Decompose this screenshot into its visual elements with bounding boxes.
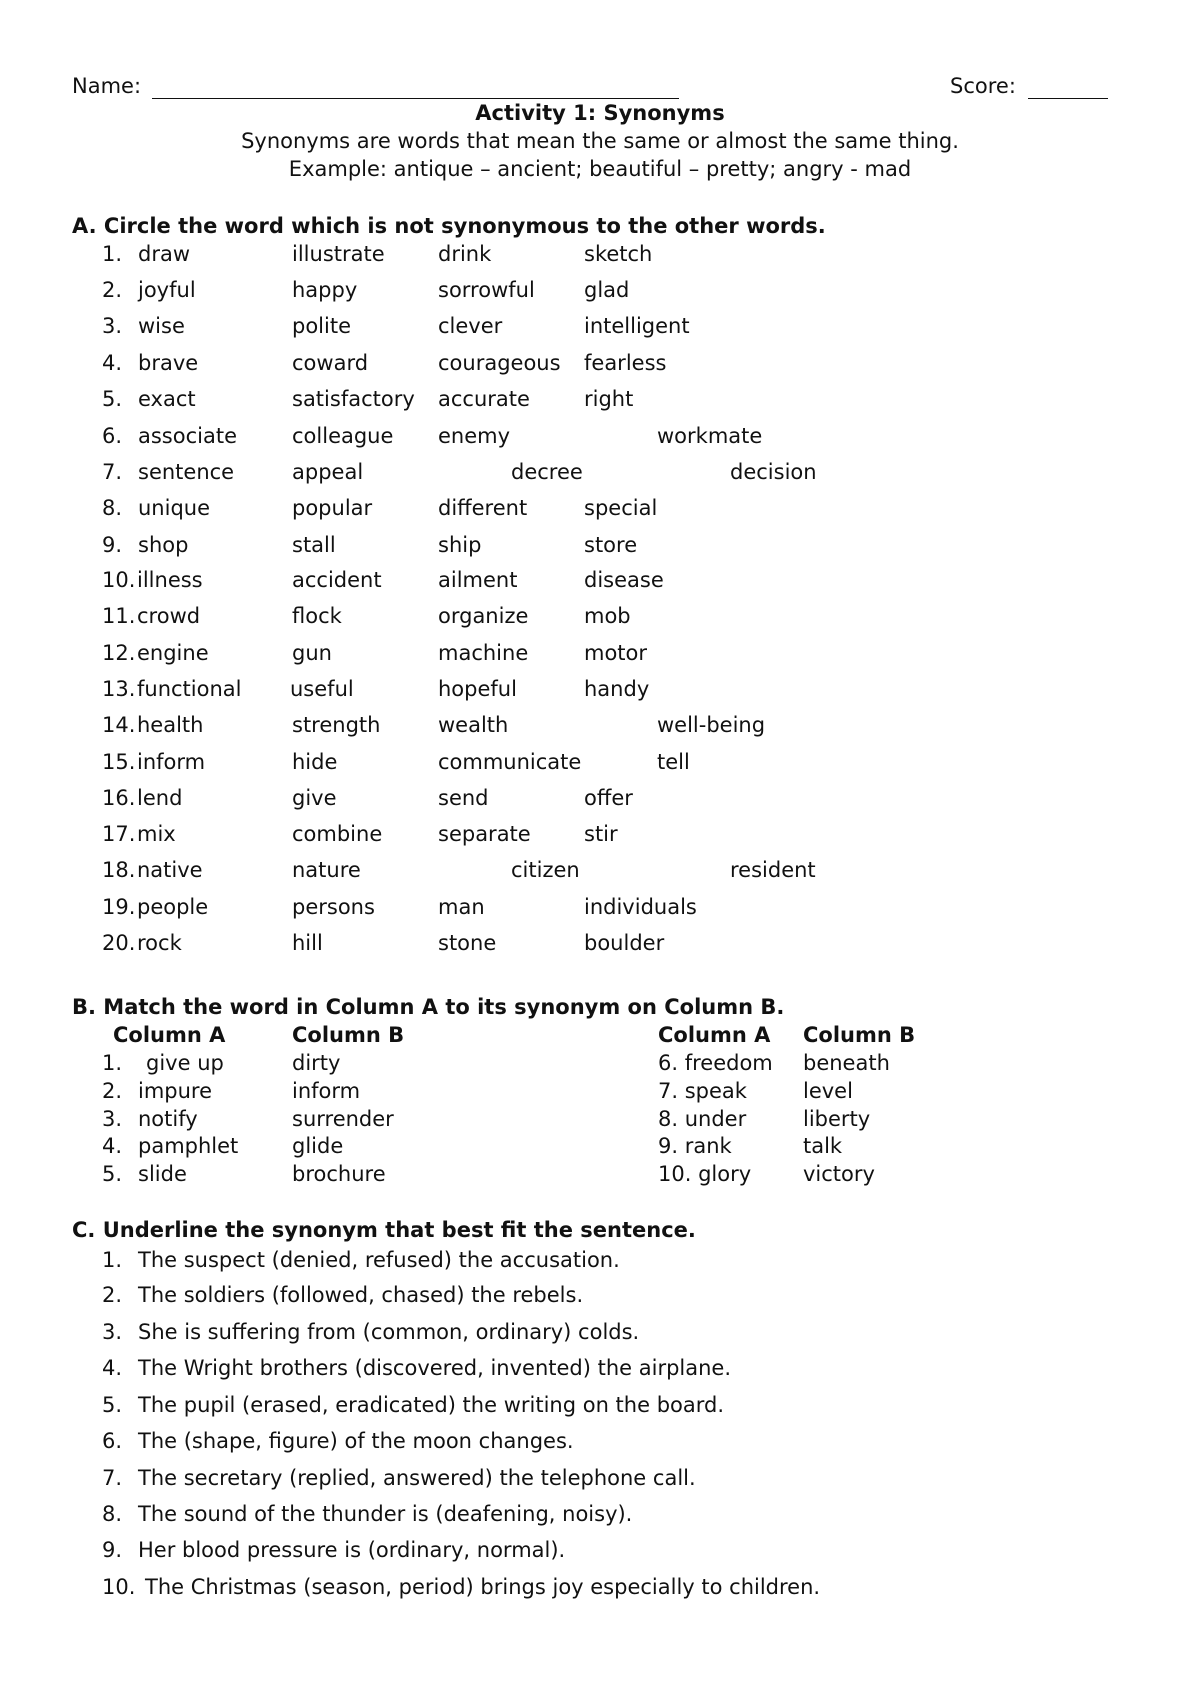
column-a-word: 7. speak (658, 1079, 747, 1103)
list-item-number: 8. (102, 496, 123, 520)
word-choice[interactable]: give (292, 786, 337, 810)
word-choice[interactable]: motor (584, 641, 648, 665)
list-item-number: 1. (102, 242, 123, 266)
list-item-number: 1. (102, 1051, 123, 1075)
word-choice[interactable]: happy (292, 278, 358, 302)
list-item-number: 7. (102, 460, 123, 484)
word-choice[interactable]: health (137, 713, 204, 737)
column-b-word: dirty (292, 1051, 341, 1075)
word-choice[interactable]: tell (657, 750, 690, 774)
word-choice[interactable]: different (438, 496, 528, 520)
word-choice[interactable]: fearless (584, 351, 667, 375)
sentence-item[interactable]: The suspect (denied, refused) the accusation. (138, 1248, 620, 1272)
list-item-number: 3. (102, 314, 123, 338)
word-choice[interactable]: gun (292, 641, 332, 665)
column-a-word: give up (146, 1051, 224, 1075)
word-choice[interactable]: resident (730, 858, 816, 882)
column-b-word: inform (292, 1079, 361, 1103)
column-a-word: pamphlet (138, 1134, 239, 1158)
word-choice[interactable]: handy (584, 677, 650, 701)
list-item-number: 19. (102, 895, 136, 919)
word-choice[interactable]: separate (438, 822, 531, 846)
sentence-item[interactable]: The secretary (replied, answered) the telephone call. (138, 1466, 696, 1490)
word-choice[interactable]: shop (138, 533, 189, 557)
word-choice[interactable]: send (438, 786, 489, 810)
word-choice[interactable]: individuals (584, 895, 697, 919)
list-item-number: 13. (102, 677, 136, 701)
column-a-word: 10. glory (658, 1162, 752, 1186)
word-choice[interactable]: unique (138, 496, 211, 520)
word-choice[interactable]: wise (138, 314, 185, 338)
synonym-example: Example: antique – ancient; beautiful – pretty; angry - mad (288, 157, 912, 181)
score-label: Score: (950, 74, 1016, 98)
column-a-header-left: Column A (113, 1023, 226, 1047)
word-choice[interactable]: sorrowful (438, 278, 535, 302)
list-item-number: 8. (102, 1502, 123, 1526)
word-choice[interactable]: hill (292, 931, 323, 955)
word-choice[interactable]: man (438, 895, 485, 919)
word-choice[interactable]: ailment (438, 568, 518, 592)
column-a-header-right: Column A (658, 1023, 771, 1047)
column-a-word: impure (138, 1079, 213, 1103)
name-blank[interactable] (152, 98, 679, 99)
score-blank[interactable] (1028, 98, 1108, 99)
column-b-word: brochure (292, 1162, 386, 1186)
list-item-number: 5. (102, 1393, 123, 1417)
list-item-number: 16. (102, 786, 136, 810)
list-item-number: 17. (102, 822, 136, 846)
sentence-item[interactable]: Her blood pressure is (ordinary, normal). (138, 1538, 566, 1562)
list-item-number: 5. (102, 387, 123, 411)
word-choice[interactable]: people (137, 895, 209, 919)
column-b-header-left: Column B (292, 1023, 405, 1047)
list-item-number: 2. (102, 1079, 123, 1103)
word-choice[interactable]: well-being (657, 713, 766, 737)
word-choice[interactable]: exact (138, 387, 196, 411)
column-a-word: notify (138, 1107, 198, 1131)
sentence-item[interactable]: The soldiers (followed, chased) the rebels. (138, 1283, 584, 1307)
word-choice[interactable]: brave (138, 351, 199, 375)
sentence-item[interactable]: The (shape, figure) of the moon changes. (138, 1429, 574, 1453)
word-choice[interactable]: workmate (657, 424, 763, 448)
word-choice[interactable]: stall (292, 533, 336, 557)
list-item-number: 15. (102, 750, 136, 774)
list-item-number: 4. (102, 1134, 123, 1158)
sentence-item[interactable]: She is suffering from (common, ordinary) colds. (138, 1320, 640, 1344)
word-choice[interactable]: native (137, 858, 203, 882)
name-label: Name: (72, 74, 142, 98)
word-choice[interactable]: ship (438, 533, 482, 557)
column-a-word: 8. under (658, 1107, 747, 1131)
list-item-number: 6. (102, 1429, 123, 1453)
word-choice[interactable]: stir (584, 822, 618, 846)
list-item-number: 5. (102, 1162, 123, 1186)
word-choice[interactable]: mob (584, 604, 631, 628)
sentence-item[interactable]: The sound of the thunder is (deafening, noisy). (138, 1502, 633, 1526)
word-choice[interactable]: crowd (137, 604, 201, 628)
word-choice[interactable]: accurate (438, 387, 530, 411)
list-item-number: 3. (102, 1107, 123, 1131)
synonym-definition: Synonyms are words that mean the same or almost the same thing. (241, 129, 959, 153)
word-choice[interactable]: glad (584, 278, 630, 302)
list-item-number: 6. (102, 424, 123, 448)
word-choice[interactable]: right (584, 387, 634, 411)
word-choice[interactable]: communicate (438, 750, 582, 774)
word-choice[interactable]: intelligent (584, 314, 690, 338)
list-item-number: 20. (102, 931, 136, 955)
word-choice[interactable]: nature (292, 858, 361, 882)
word-choice[interactable]: functional (137, 677, 242, 701)
word-choice[interactable]: organize (438, 604, 529, 628)
list-item-number: 14. (102, 713, 136, 737)
column-a-word: 9. rank (658, 1134, 732, 1158)
column-b-word: glide (292, 1134, 344, 1158)
list-item-number: 4. (102, 351, 123, 375)
column-a-word: slide (138, 1162, 187, 1186)
word-choice[interactable]: persons (292, 895, 375, 919)
word-choice[interactable]: decision (730, 460, 817, 484)
column-b-header-right: Column B (803, 1023, 916, 1047)
column-b-word: victory (803, 1162, 875, 1186)
word-choice[interactable]: offer (584, 786, 633, 810)
column-b-word: beneath (803, 1051, 890, 1075)
word-choice[interactable]: joyful (138, 278, 196, 302)
word-choice[interactable]: colleague (292, 424, 394, 448)
list-item-number: 2. (102, 278, 123, 302)
list-item-number: 11. (102, 604, 136, 628)
word-choice[interactable]: clever (438, 314, 503, 338)
word-choice[interactable]: wealth (438, 713, 509, 737)
list-item-number: 4. (102, 1356, 123, 1380)
word-choice[interactable]: decree (511, 460, 583, 484)
section-b-heading: B. Match the word in Column A to its synonym on Column B. (72, 995, 785, 1019)
column-b-word: liberty (803, 1107, 871, 1131)
word-choice[interactable]: machine (438, 641, 529, 665)
word-choice[interactable]: drink (438, 242, 492, 266)
word-choice[interactable]: courageous (438, 351, 561, 375)
word-choice[interactable]: lend (137, 786, 183, 810)
section-a-heading: A. Circle the word which is not synonymous to the other words. (72, 214, 826, 238)
column-b-word: level (803, 1079, 853, 1103)
word-choice[interactable]: store (584, 533, 638, 557)
list-item-number: 18. (102, 858, 136, 882)
list-item-number: 12. (102, 641, 136, 665)
word-choice[interactable]: draw (138, 242, 191, 266)
word-choice[interactable]: strength (292, 713, 381, 737)
word-choice[interactable]: appeal (292, 460, 364, 484)
sentence-item[interactable]: The Christmas (season, period) brings joy especially to children. (145, 1575, 821, 1599)
word-choice[interactable]: sentence (138, 460, 235, 484)
word-choice[interactable]: enemy (438, 424, 511, 448)
page-title: Activity 1: Synonyms (475, 101, 725, 125)
sentence-item[interactable]: The pupil (erased, eradicated) the writing on the board. (138, 1393, 725, 1417)
word-choice[interactable]: illness (137, 568, 203, 592)
word-choice[interactable]: stone (438, 931, 497, 955)
word-choice[interactable]: engine (137, 641, 209, 665)
word-choice[interactable]: accident (292, 568, 382, 592)
word-choice[interactable]: hopeful (438, 677, 517, 701)
word-choice[interactable]: rock (137, 931, 182, 955)
word-choice[interactable]: disease (584, 568, 664, 592)
column-a-word: 6. freedom (658, 1051, 773, 1075)
word-choice[interactable]: associate (138, 424, 238, 448)
word-choice[interactable]: polite (292, 314, 352, 338)
word-choice[interactable]: sketch (584, 242, 653, 266)
section-c-heading: C. Underline the synonym that best fit the sentence. (72, 1218, 696, 1242)
word-choice[interactable]: flock (292, 604, 342, 628)
list-item-number: 10. (102, 568, 136, 592)
list-item-number: 7. (102, 1466, 123, 1490)
word-choice[interactable]: inform (137, 750, 206, 774)
sentence-item[interactable]: The Wright brothers (discovered, invented) the airplane. (138, 1356, 732, 1380)
list-item-number: 3. (102, 1320, 123, 1344)
word-choice[interactable]: mix (137, 822, 176, 846)
word-choice[interactable]: hide (292, 750, 338, 774)
column-b-word: talk (803, 1134, 843, 1158)
word-choice[interactable]: useful (290, 677, 354, 701)
column-b-word: surrender (292, 1107, 394, 1131)
list-item-number: 9. (102, 1538, 123, 1562)
word-choice[interactable]: combine (292, 822, 383, 846)
word-choice[interactable]: special (584, 496, 658, 520)
list-item-number: 2. (102, 1283, 123, 1307)
word-choice[interactable]: coward (292, 351, 369, 375)
list-item-number: 10. (102, 1575, 136, 1599)
word-choice[interactable]: illustrate (292, 242, 385, 266)
word-choice[interactable]: citizen (511, 858, 580, 882)
word-choice[interactable]: boulder (584, 931, 665, 955)
list-item-number: 1. (102, 1248, 123, 1272)
word-choice[interactable]: satisfactory (292, 387, 415, 411)
list-item-number: 9. (102, 533, 123, 557)
word-choice[interactable]: popular (292, 496, 373, 520)
